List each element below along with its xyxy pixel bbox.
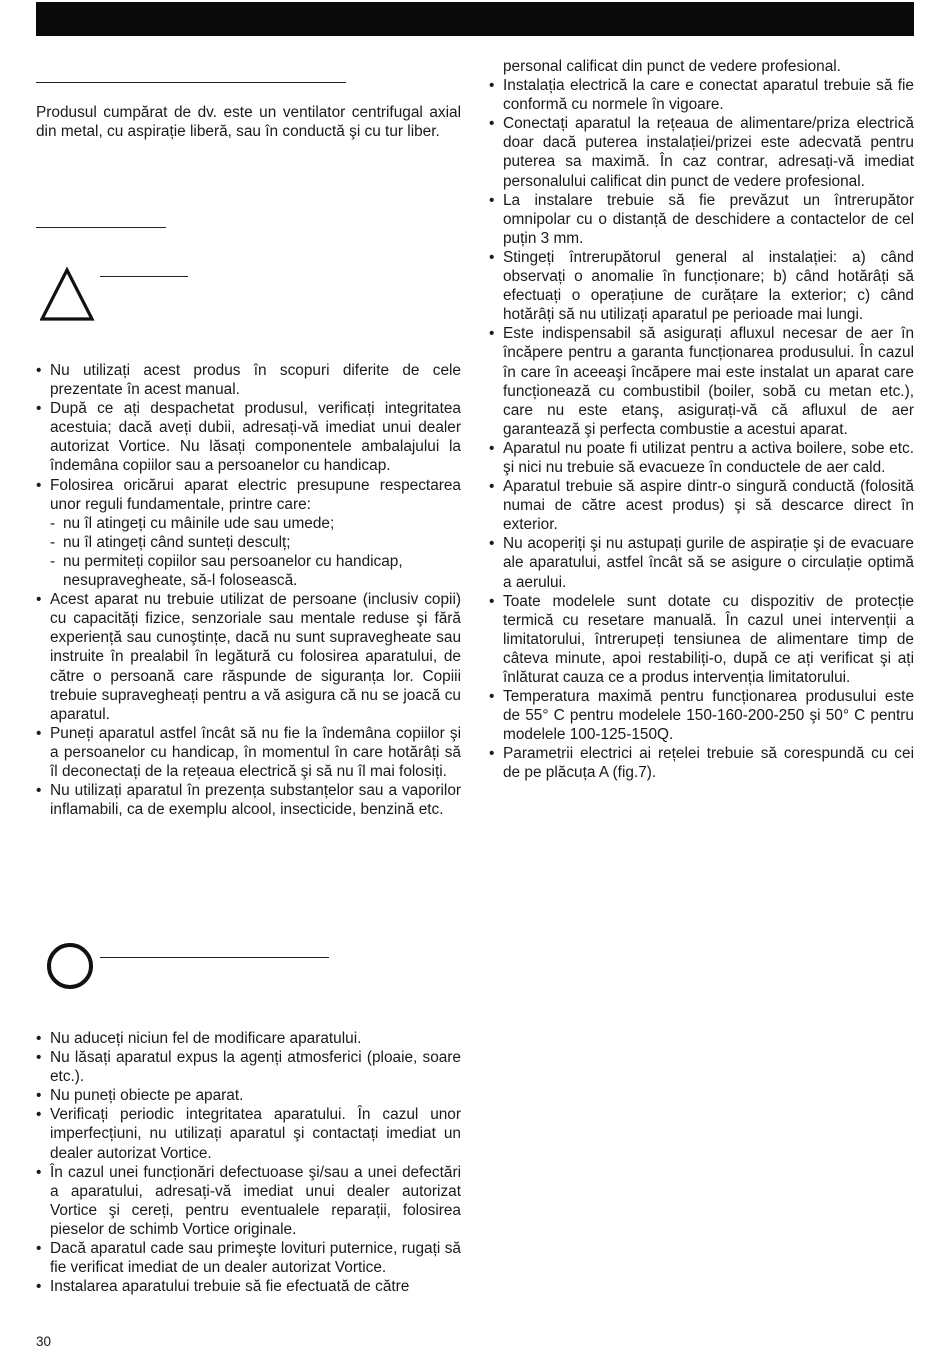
list-item bbox=[36, 1105, 461, 1162]
list-item-text: Nu lăsați aparatul expus la agenți atmosferici (ploaie, soare etc.). bbox=[50, 1049, 461, 1086]
list-item-text: Conectați aparatul la rețeaua de alimentare/priza electrică doar dacă puterea instalației/prizei este adecvată pentru puterea sa maximă. În caz contrar, adresați-vă imediat personalului calificat din punct de vedere profesional. bbox=[503, 115, 914, 190]
page-number: 30 bbox=[36, 1334, 52, 1349]
list-item bbox=[489, 248, 914, 324]
list-item bbox=[36, 1239, 461, 1277]
prohibition-heading-rule bbox=[100, 957, 329, 958]
list-item-text: Este indispensabil să asigurați afluxul necesar de aer în încăpere pentru a garanta funcționarea produsului. În cazul în care în aceeaşi încăpere mai este instalat un aparat care funcționează cu combustibil (boiler, sobă cu metan etc.), care nu este etanş, asigurați-vă că afluxul de aer garantează şi perfecta combustie a acestui aparat. bbox=[503, 325, 914, 438]
list-item-text: Nu acoperiți şi nu astupați gurile de aspirație şi de evacuare ale aparatului, astfel încât să se asigure o circulație optimă a aerului. bbox=[503, 535, 914, 591]
sub-list-item: - nu permiteți copiilor sau persoanelor cu handicap, nesupravegheate, să-l folosească. bbox=[50, 552, 461, 590]
intro-paragraph: Produsul cumpărat de dv. este un ventilator centrifugal axial din metal, cu aspirație liberă, sau în conductă şi cu tur liber. bbox=[36, 104, 461, 141]
sub-list-item: - nu îl atingeți când sunteți desculț; bbox=[50, 533, 461, 552]
list-item-text: Aparatul nu poate fi utilizat pentru a activa boilere, sobe etc. şi nici nu trebuie să evacueze în conductele de aer cald. bbox=[503, 439, 914, 476]
list-item bbox=[36, 361, 461, 399]
safety-list-1 bbox=[36, 361, 461, 819]
list-item bbox=[489, 114, 914, 190]
sub-list-item: - nu îl atingeți cu mâinile ude sau umede; bbox=[50, 514, 461, 533]
list-item bbox=[36, 781, 461, 819]
list-item bbox=[36, 476, 461, 591]
list-item-text: Toate modelele sunt dotate cu dispozitiv de protecție termică cu resetare manuală. În cazul unei intervenții a limitatorului, întrerupeți tensiunea de alimentare timp de câteva minute, apoi restabiliți-o, după ce ați verificat şi ați înlăturat cauza ce a produs intervenția limitatorului. bbox=[503, 592, 914, 686]
list-item-text: Parametrii electrici ai rețelei trebuie să corespundă cu cei de pe plăcuța A (fig.7). bbox=[503, 745, 914, 782]
list-item-text: Folosirea oricărui aparat electric presupune respectarea unor reguli fundamentale, printre care: bbox=[50, 476, 461, 513]
warning-triangle-icon bbox=[40, 266, 96, 322]
list-item bbox=[36, 724, 461, 781]
list-item bbox=[36, 1086, 461, 1105]
list-item bbox=[36, 1163, 461, 1239]
list-item bbox=[489, 324, 914, 439]
right-column bbox=[489, 57, 914, 783]
circle-icon bbox=[46, 942, 94, 990]
list-item-text: Verificați periodic integritatea aparatului. În cazul unor imperfecțiuni, nu utilizați aparatul şi contactați imediat un dealer autorizat Vortice. bbox=[50, 1106, 461, 1162]
list-item-text: După ce ați despachetat produsul, verificați integritatea acestuia; dacă aveți dubii, adresați-vă imediat unui dealer autorizat Vortice. Nu lăsați componentele ambalajului la îndemâna copiilor sau a persoanelor cu handicap. bbox=[50, 400, 461, 475]
list-item-text: La instalare trebuie să fie prevăzut un întrerupător omnipolar cu o distanță de deschidere a contactelor de cel puțin 3 mm. bbox=[503, 191, 914, 247]
list-item-text: Instalarea aparatului trebuie să fie efectuată de către bbox=[50, 1278, 410, 1296]
list-item bbox=[489, 744, 914, 782]
warning-heading-rule bbox=[100, 276, 188, 277]
list-item-text: Stingeți întrerupătorul general al instalației: a) când observați o anomalie în funcționare; b) când hotărâți să efectuați o operațiune de curățare la exterior; c) când hotărâți să nu utilizați aparatul pe perioade mai lungi. bbox=[503, 248, 914, 324]
list-item-text: Nu utilizați acest produs în scopuri diferite de cele prezentate în acest manual. bbox=[50, 362, 461, 399]
list-item bbox=[36, 1029, 461, 1048]
list-item-text: Nu puneți obiecte pe aparat. bbox=[50, 1087, 244, 1105]
list-item bbox=[36, 590, 461, 724]
list-item bbox=[489, 534, 914, 591]
continuation-text: personal calificat din punct de vedere profesional. bbox=[503, 58, 841, 75]
list-item bbox=[489, 592, 914, 687]
section-heading-rule bbox=[36, 82, 346, 83]
list-item-text: În cazul unei funcționări defectuoase şi/sau a unei defectări a aparatului, adresați-vă imediat unui dealer autorizat Vortice şi cereți, pentru eventualele reparații, folosirea pieselor de schimb Vortice originale. bbox=[50, 1163, 461, 1238]
list-item-text: Acest aparat nu trebuie utilizat de persoane (inclusiv copii) cu capacități fizice, senzoriale sau mentale reduse şi fără experiență sau cunoştințe, dacă nu sunt supravegheate sau instruite în prealabil în legătură cu folosirea aparatului, de către o persoană care răspunde de siguranța lor. Copiii trebuie supravegheați pentru a vă asigura că nu se joacă cu aparatul. bbox=[50, 591, 461, 723]
list-item bbox=[489, 477, 914, 534]
list-item-text: Nu utilizați aparatul în prezența substanțelor sau a vaporilor inflamabili, ca de exemplu alcool, insecticide, benzină etc. bbox=[50, 782, 461, 819]
list-item-text: Puneți aparatul astfel încât să nu fie la îndemâna copiilor şi a persoanelor cu handicap, în momentul în care hotărâți să îl deconectați de la rețeaua electrică şi să nu îl mai folosiți. bbox=[50, 724, 461, 780]
list-item-text: Dacă aparatul cade sau primeşte lovituri puternice, rugați să fie verificat imediat de un dealer autorizat Vortice. bbox=[50, 1240, 461, 1277]
list-item bbox=[36, 1048, 461, 1086]
list-item bbox=[36, 1277, 461, 1296]
list-item bbox=[489, 76, 914, 114]
sub-list bbox=[50, 514, 461, 590]
list-item-text: Instalația electrică la care e conectat aparatul trebuie să fie conformă cu normele în vigoare. bbox=[503, 77, 914, 114]
header-bar bbox=[36, 2, 914, 36]
subheading-rule bbox=[36, 227, 166, 228]
list-item-text: Temperatura maximă pentru funcționarea produsului este de 55° C pentru modelele 150-160-200-250 şi 50° C pentru modelele 100-125-150Q. bbox=[503, 688, 914, 744]
list-item bbox=[489, 191, 914, 248]
safety-list-2 bbox=[36, 1029, 461, 1296]
list-item-text: Aparatul trebuie să aspire dintr-o singură conductă (folosită numai de către acest produs) şi să descarce direct în exterior. bbox=[503, 478, 914, 534]
list-item bbox=[36, 399, 461, 475]
list-item bbox=[489, 439, 914, 477]
list-item-text: Nu aduceți niciun fel de modificare aparatului. bbox=[50, 1030, 362, 1047]
list-item bbox=[489, 687, 914, 744]
